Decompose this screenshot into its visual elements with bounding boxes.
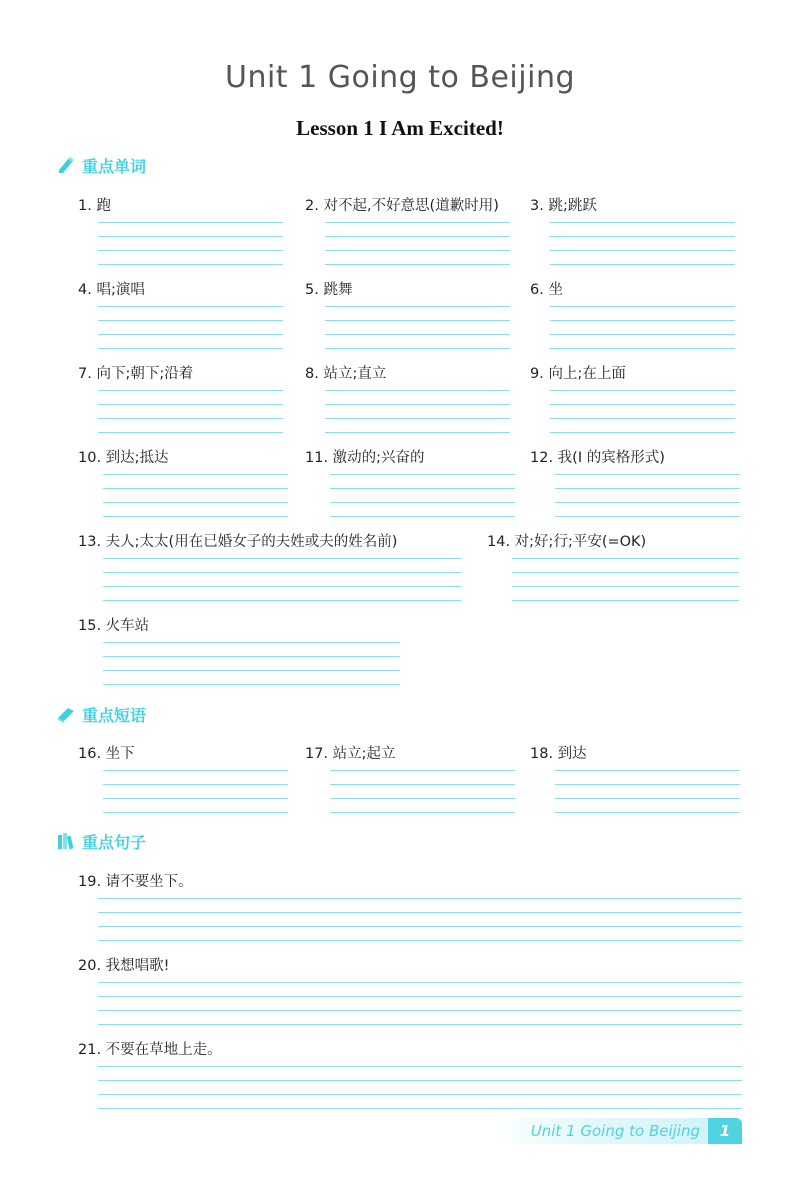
phrase-item-16: [78, 742, 288, 814]
word-item-1: [78, 194, 284, 266]
phrase-item-18: [530, 742, 740, 814]
page-footer: [491, 1118, 742, 1144]
item-label: 2. 对不起,不好意思(道歉时用): [305, 198, 499, 214]
sentence-item-19: [78, 870, 742, 942]
word-item-8: [305, 362, 511, 434]
item-label: 13. 夫人;太太(用在已婚女子的夫姓或夫的姓名前): [78, 534, 398, 550]
item-label: 14. 对;好;行;平安(=OK): [487, 534, 647, 550]
book-icon: [56, 704, 76, 724]
word-item-11: [305, 446, 515, 518]
word-item-3: [530, 194, 736, 266]
item-label: 17. 站立;起立: [305, 746, 396, 762]
item-label: 6. 坐: [530, 282, 563, 298]
lesson-title: Lesson 1 I Am Excited!: [296, 116, 504, 140]
word-item-14: [487, 530, 739, 602]
running-title: Unit 1 Going to Beijing: [491, 1118, 708, 1144]
word-item-10: [78, 446, 288, 518]
unit-title: Unit 1 Going to Beijing: [224, 60, 575, 95]
item-label: 8. 站立;直立: [305, 366, 387, 382]
word-item-13: [78, 530, 468, 602]
item-label: 1. 跑: [78, 198, 111, 214]
pencil-icon: [56, 155, 76, 175]
item-label: 18. 到达: [530, 746, 587, 762]
item-label: 7. 向下;朝下;沿着: [78, 366, 194, 382]
section-title-phrases: 重点短语: [82, 705, 147, 725]
books-icon: [56, 831, 76, 851]
page-number: 1: [708, 1118, 742, 1144]
item-label: 16. 坐下: [78, 746, 135, 762]
item-label: 21. 不要在草地上走。: [78, 1042, 222, 1058]
item-label: 19. 请不要坐下。: [78, 874, 193, 890]
item-label: 11. 激动的;兴奋的: [305, 450, 425, 466]
item-label: 15. 火车站: [78, 618, 150, 634]
item-label: 10. 到达;抵达: [78, 450, 169, 466]
word-item-5: [305, 278, 511, 350]
word-item-15: [78, 614, 403, 686]
item-label: 20. 我想唱歌!: [78, 958, 170, 974]
sentence-item-20: [78, 954, 742, 1026]
word-item-7: [78, 362, 284, 434]
word-item-2: [305, 194, 511, 266]
phrase-item-17: [305, 742, 515, 814]
word-item-4: [78, 278, 284, 350]
section-header-sentences: [56, 829, 146, 853]
section-title-sentences: 重点句子: [82, 832, 147, 852]
item-label: 9. 向上;在上面: [530, 366, 626, 382]
sentence-item-21: [78, 1038, 742, 1110]
section-header-phrases: [56, 702, 146, 726]
word-item-6: [530, 278, 736, 350]
item-label: 3. 跳;跳跃: [530, 198, 597, 214]
section-title-words: 重点单词: [82, 156, 147, 176]
word-item-12: [530, 446, 740, 518]
section-header-words: [56, 153, 146, 177]
item-label: 4. 唱;演唱: [78, 282, 145, 298]
item-label: 5. 跳舞: [305, 282, 353, 298]
word-item-9: [530, 362, 736, 434]
item-label: 12. 我(I 的宾格形式): [530, 450, 665, 466]
